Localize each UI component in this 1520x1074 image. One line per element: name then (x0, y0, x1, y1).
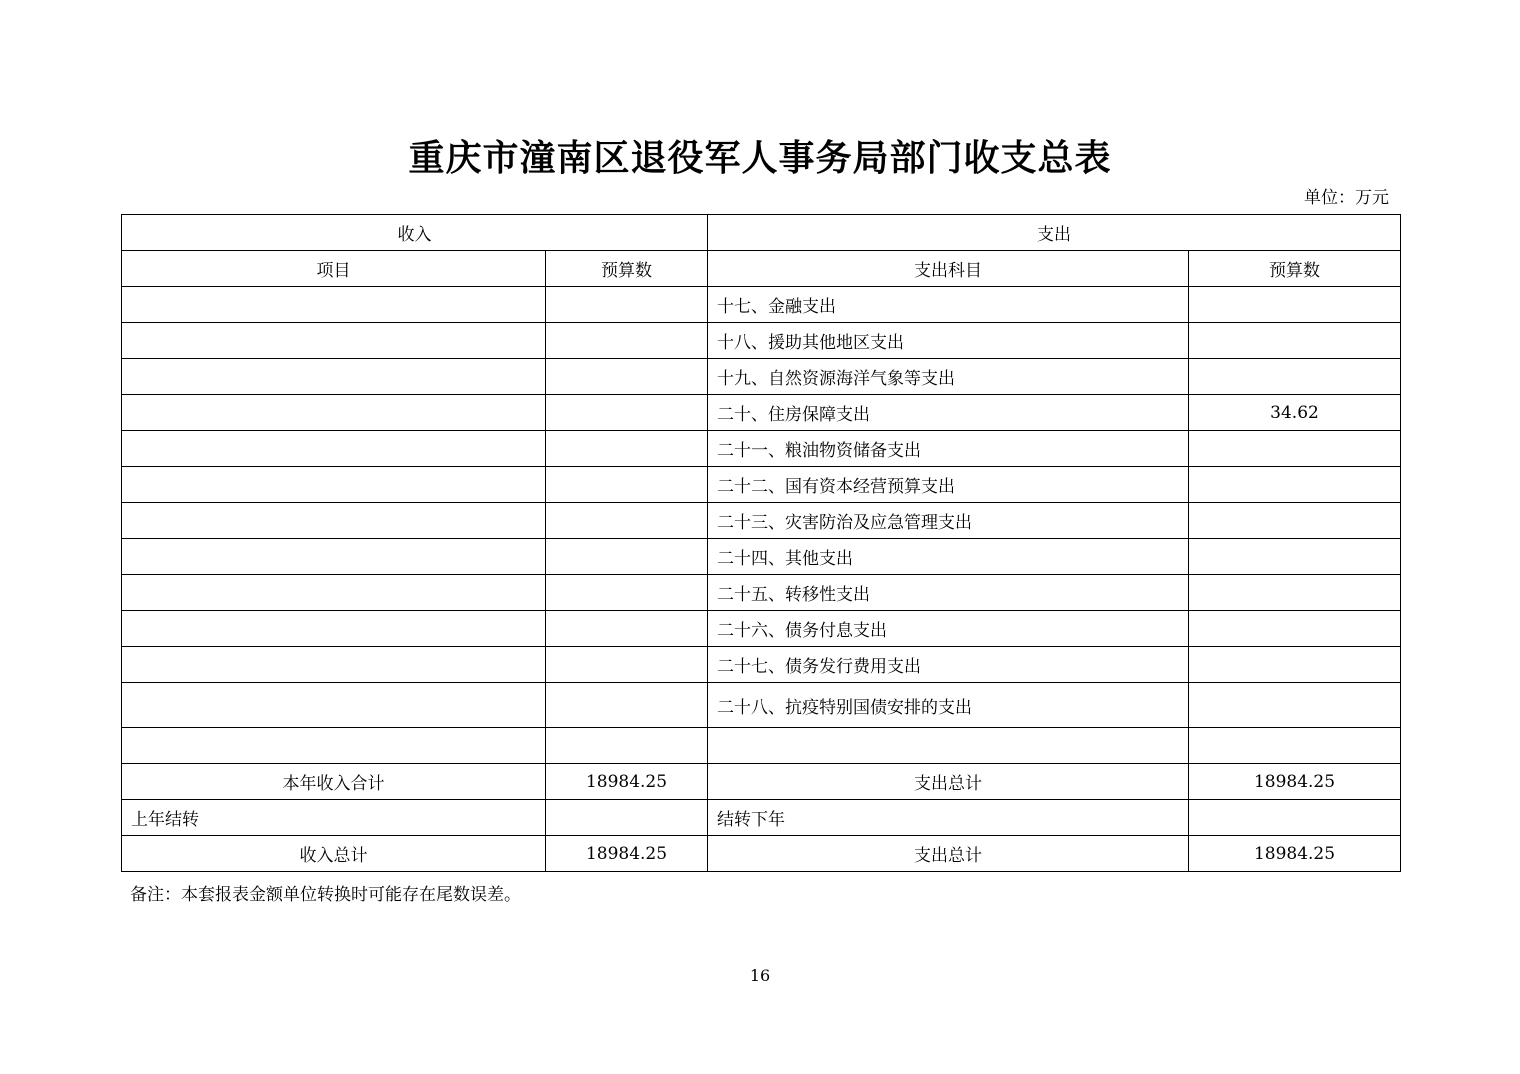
income-item-cell (122, 575, 546, 611)
header-row-columns (122, 251, 1401, 287)
expense-item-cell: 十九、自然资源海洋气象等支出 (708, 359, 1189, 395)
income-item-cell (122, 287, 546, 323)
income-item-cell (122, 359, 546, 395)
table-row (122, 728, 1401, 764)
expense-budget-cell (1189, 503, 1401, 539)
current-income-value: 18984.25 (546, 764, 708, 800)
income-item-cell (122, 539, 546, 575)
income-item-cell (122, 647, 546, 683)
expense-item-cell: 二十一、粮油物资储备支出 (708, 431, 1189, 467)
table-row (122, 683, 1401, 728)
expense-budget-cell (1189, 323, 1401, 359)
final-expense-value: 18984.25 (1189, 836, 1401, 872)
income-item-cell (122, 395, 546, 431)
expense-budget-header: 预算数 (1189, 251, 1401, 287)
table-row (122, 575, 1401, 611)
income-item-cell (122, 323, 546, 359)
expense-budget-cell (1189, 683, 1401, 728)
expense-budget-cell (1189, 467, 1401, 503)
footnote: 备注：本套报表金额单位转换时可能存在尾数误差。 (130, 885, 521, 905)
table-row (122, 467, 1401, 503)
carry-forward-label: 结转下年 (708, 800, 1189, 836)
unit-label: 单位：万元 (1304, 188, 1389, 208)
income-total-value: 18984.25 (546, 836, 708, 872)
expense-item-cell (708, 728, 1189, 764)
expense-budget-cell (1189, 287, 1401, 323)
table-row (122, 431, 1401, 467)
income-total-label: 收入总计 (122, 836, 546, 872)
income-budget-cell (546, 611, 708, 647)
income-budget-cell (546, 647, 708, 683)
expense-item-cell: 二十八、抗疫特别国债安排的支出 (708, 683, 1189, 728)
income-budget-cell (546, 539, 708, 575)
current-income-label: 本年收入合计 (122, 764, 546, 800)
income-budget-cell (546, 728, 708, 764)
expense-budget-cell: 34.62 (1189, 395, 1401, 431)
expense-budget-cell (1189, 647, 1401, 683)
table-row (122, 539, 1401, 575)
income-budget-cell (546, 467, 708, 503)
expense-item-header: 支出科目 (708, 251, 1189, 287)
expense-item-cell: 二十二、国有资本经营预算支出 (708, 467, 1189, 503)
income-budget-cell (546, 287, 708, 323)
expense-item-cell: 二十、住房保障支出 (708, 395, 1189, 431)
header-row-group (122, 215, 1401, 251)
income-item-cell (122, 683, 546, 728)
expense-item-cell: 二十三、灾害防治及应急管理支出 (708, 503, 1189, 539)
income-header: 收入 (122, 215, 708, 251)
table-row (122, 287, 1401, 323)
expense-budget-cell (1189, 611, 1401, 647)
grand-totals-row (122, 836, 1401, 872)
table-row (122, 395, 1401, 431)
expense-budget-cell (1189, 431, 1401, 467)
carryover-row (122, 800, 1401, 836)
page-number: 16 (749, 966, 771, 985)
income-budget-cell (546, 683, 708, 728)
expense-total-value: 18984.25 (1189, 764, 1401, 800)
income-item-cell (122, 728, 546, 764)
budget-table (121, 214, 1401, 872)
expense-budget-cell (1189, 359, 1401, 395)
income-item-cell (122, 611, 546, 647)
page-title: 重庆市潼南区退役军人事务局部门收支总表 (408, 138, 1112, 179)
expense-item-cell: 二十六、债务付息支出 (708, 611, 1189, 647)
expense-total-label: 支出总计 (708, 764, 1189, 800)
income-item-cell (122, 503, 546, 539)
carry-forward-value (1189, 800, 1401, 836)
expense-item-cell: 二十七、债务发行费用支出 (708, 647, 1189, 683)
expense-item-cell: 二十四、其他支出 (708, 539, 1189, 575)
income-budget-cell (546, 503, 708, 539)
item-header: 项目 (122, 251, 546, 287)
expense-budget-cell (1189, 728, 1401, 764)
income-budget-cell (546, 395, 708, 431)
expense-header: 支出 (708, 215, 1401, 251)
income-item-cell (122, 431, 546, 467)
table-row (122, 359, 1401, 395)
current-year-totals-row (122, 764, 1401, 800)
prior-year-value (546, 800, 708, 836)
budget-header: 预算数 (546, 251, 708, 287)
income-item-cell (122, 467, 546, 503)
table-row (122, 503, 1401, 539)
table-row (122, 611, 1401, 647)
expense-budget-cell (1189, 539, 1401, 575)
income-budget-cell (546, 323, 708, 359)
income-budget-cell (546, 575, 708, 611)
expense-budget-cell (1189, 575, 1401, 611)
income-budget-cell (546, 431, 708, 467)
income-budget-cell (546, 359, 708, 395)
final-expense-label: 支出总计 (708, 836, 1189, 872)
table-row (122, 323, 1401, 359)
table-row (122, 647, 1401, 683)
prior-year-label: 上年结转 (122, 800, 546, 836)
expense-item-cell: 十八、援助其他地区支出 (708, 323, 1189, 359)
expense-item-cell: 十七、金融支出 (708, 287, 1189, 323)
expense-item-cell: 二十五、转移性支出 (708, 575, 1189, 611)
